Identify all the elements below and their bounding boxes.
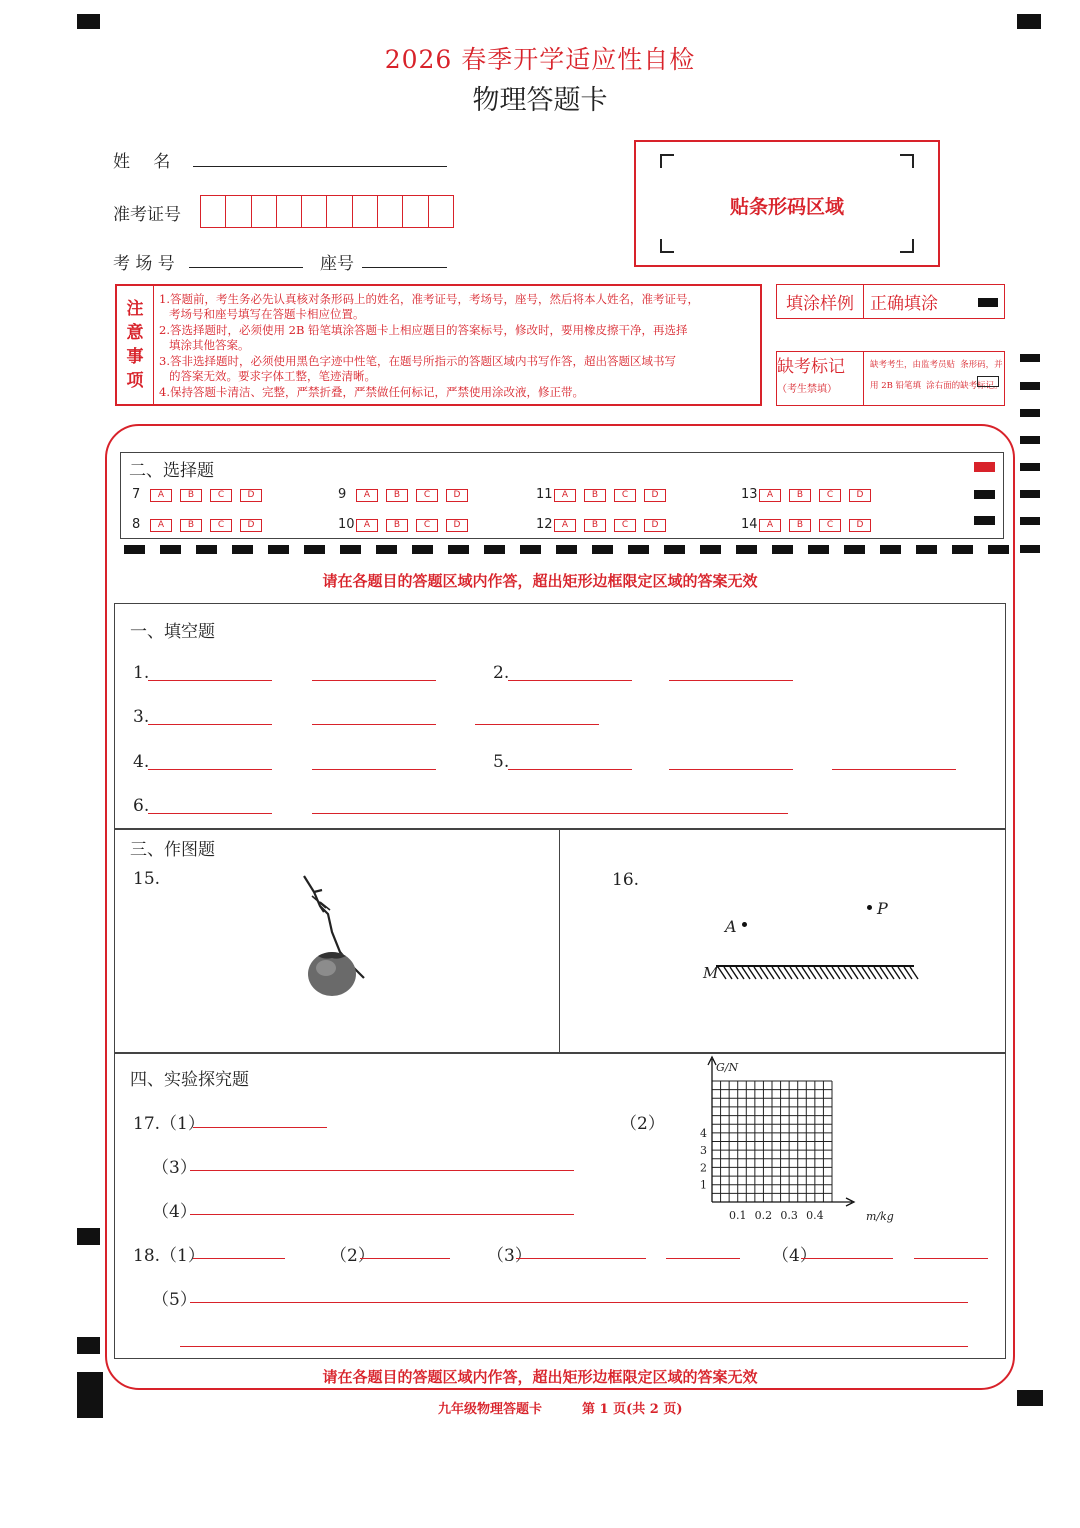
timing-mark bbox=[1017, 1390, 1043, 1406]
fill-sample-label: 填涂样例 bbox=[777, 285, 864, 318]
room-field[interactable] bbox=[189, 267, 303, 268]
dash-segment bbox=[808, 545, 829, 554]
g-m-grid-chart[interactable] bbox=[690, 1060, 894, 1230]
y-axis-label: G/N bbox=[716, 1061, 739, 1074]
y-tick-label: 3 bbox=[700, 1144, 707, 1158]
q1-label: 1. bbox=[133, 663, 150, 683]
draw-title: 三、作图题 bbox=[130, 840, 215, 860]
side-mark bbox=[1020, 382, 1040, 390]
absent-desc: 涂右面的缺考标记。 bbox=[926, 381, 1003, 391]
side-mark bbox=[1020, 463, 1040, 471]
mc-question-number: 11 bbox=[536, 487, 553, 502]
note-line: 填涂其他答案。 bbox=[169, 338, 250, 352]
q17-4-blank[interactable] bbox=[190, 1214, 574, 1215]
mc-question-number: 9 bbox=[338, 487, 347, 502]
dash-segment bbox=[988, 545, 1009, 554]
mc-option-bubble[interactable]: A bbox=[356, 489, 378, 502]
room-label: 考 场 号 bbox=[113, 254, 175, 274]
note-line: 2.答选择题时，必须使用 2B 铅笔填涂答题卡上相应题目的答案标号，修改时，要用橡皮擦干净，再选择 bbox=[159, 323, 688, 337]
x-axis-label: m/kg bbox=[866, 1210, 894, 1223]
dash-segment bbox=[556, 545, 577, 554]
mc-question-number: 14 bbox=[741, 517, 758, 532]
dash-segment bbox=[628, 545, 649, 554]
x-tick-label: 0.2 bbox=[754, 1209, 773, 1222]
seat-label: 座号 bbox=[320, 254, 354, 274]
note-line: 1.答题前，考生务必先认真核对条形码上的姓名，准考证号，考场号，座号，然后将本人姓名，准考证号， bbox=[159, 292, 699, 306]
dash-segment bbox=[304, 545, 325, 554]
footer-left: 九年级物理答题卡 bbox=[438, 1402, 543, 1417]
mc-option-bubble[interactable]: C bbox=[416, 489, 438, 502]
q18-5-blank[interactable] bbox=[190, 1302, 968, 1303]
absent-box bbox=[776, 351, 1005, 406]
q17-2-label: （2） bbox=[620, 1114, 665, 1134]
fill-section bbox=[114, 603, 1006, 829]
dash-segment bbox=[340, 545, 361, 554]
dash-segment bbox=[520, 545, 541, 554]
dash-segment bbox=[448, 545, 469, 554]
mc-option-bubble[interactable]: D bbox=[240, 519, 262, 532]
q17-1-label: 17.（1） bbox=[133, 1114, 205, 1134]
mc-mark bbox=[974, 490, 995, 499]
mc-option-bubble[interactable]: A bbox=[554, 489, 576, 502]
mirror-surface bbox=[716, 964, 914, 982]
q15-label: 15. bbox=[133, 869, 161, 889]
side-mark bbox=[1020, 545, 1040, 553]
mc-option-bubble[interactable]: D bbox=[849, 489, 871, 502]
mirror-label: M bbox=[703, 964, 719, 982]
q6-blank[interactable] bbox=[312, 813, 788, 814]
mc-mark-red bbox=[974, 462, 995, 472]
mc-option-bubble[interactable]: A bbox=[356, 519, 378, 532]
q3-blank[interactable] bbox=[312, 724, 436, 725]
dash-segment bbox=[592, 545, 613, 554]
x-tick-label: 0.3 bbox=[780, 1209, 798, 1222]
name-label: 姓 名 bbox=[113, 152, 171, 172]
q6-label: 6. bbox=[133, 796, 150, 816]
q18-1-label: 18.（1） bbox=[133, 1246, 205, 1266]
dash-segment bbox=[124, 545, 145, 554]
q5-blank[interactable] bbox=[832, 769, 956, 770]
absent-sub: （考生禁填） bbox=[777, 384, 837, 395]
absent-label: 缺考标记 bbox=[777, 357, 845, 377]
mc-question-number: 8 bbox=[132, 517, 141, 532]
barcode-label: 贴条形码区域 bbox=[729, 196, 844, 218]
mc-option-bubble[interactable]: D bbox=[644, 519, 666, 532]
side-mark bbox=[1020, 436, 1040, 444]
mc-question-number: 13 bbox=[741, 487, 758, 502]
exam-id-boxes[interactable] bbox=[200, 195, 454, 228]
notes-box bbox=[115, 284, 762, 406]
q17-3-label: （3） bbox=[152, 1158, 197, 1178]
q18-5-blank[interactable] bbox=[180, 1346, 968, 1347]
y-tick-label: 2 bbox=[700, 1161, 707, 1175]
q18-1-blank[interactable] bbox=[193, 1258, 285, 1259]
timing-mark bbox=[1017, 14, 1041, 29]
q5-blank[interactable] bbox=[508, 769, 632, 770]
exam-title: 2026 春季开学适应性自检 bbox=[384, 45, 696, 74]
draw-section bbox=[114, 829, 1006, 1053]
dash-segment bbox=[160, 545, 181, 554]
mc-option-bubble[interactable]: B bbox=[584, 489, 606, 502]
x-tick-label: 0.4 bbox=[806, 1209, 824, 1222]
persimmon-figure bbox=[290, 872, 390, 1002]
mc-option-bubble[interactable]: D bbox=[446, 519, 468, 532]
side-mark bbox=[1020, 409, 1040, 417]
q3-label: 3. bbox=[133, 707, 150, 727]
seat-field[interactable] bbox=[362, 267, 447, 268]
mc-option-bubble[interactable]: B bbox=[386, 519, 408, 532]
mc-option-bubble[interactable]: B bbox=[584, 519, 606, 532]
dash-segment bbox=[844, 545, 865, 554]
dash-segment bbox=[376, 545, 397, 554]
q3-blank[interactable] bbox=[148, 724, 272, 725]
mc-option-bubble[interactable]: C bbox=[614, 489, 636, 502]
dash-segment bbox=[232, 545, 253, 554]
q1-blank[interactable] bbox=[148, 680, 272, 681]
mc-option-bubble[interactable]: B bbox=[180, 519, 202, 532]
dash-segment bbox=[736, 545, 757, 554]
dash-segment bbox=[412, 545, 433, 554]
mc-option-bubble[interactable]: B bbox=[789, 519, 811, 532]
q18-2-blank[interactable] bbox=[360, 1258, 450, 1259]
note-line: 考场号和座号填写在答题卡相应位置。 bbox=[169, 307, 365, 321]
side-mark bbox=[1020, 517, 1040, 525]
q17-4-label: （4） bbox=[152, 1202, 197, 1222]
q18-4-label: （4） bbox=[772, 1246, 817, 1266]
q4-blank[interactable] bbox=[312, 769, 436, 770]
q4-label: 4. bbox=[133, 752, 150, 772]
y-tick-label: 4 bbox=[700, 1126, 707, 1140]
mc-option-bubble[interactable]: A bbox=[150, 489, 172, 502]
y-tick-label: 1 bbox=[700, 1178, 707, 1192]
mc-option-bubble[interactable]: B bbox=[789, 489, 811, 502]
mc-option-bubble[interactable]: B bbox=[180, 489, 202, 502]
point-a-dot bbox=[742, 922, 747, 927]
id-label: 准考证号 bbox=[113, 205, 181, 225]
mc-option-bubble[interactable]: D bbox=[849, 519, 871, 532]
mc-option-bubble[interactable]: C bbox=[819, 519, 841, 532]
barcode-area bbox=[634, 140, 940, 267]
dash-segment bbox=[952, 545, 973, 554]
x-tick-label: 0.1 bbox=[728, 1209, 747, 1222]
side-mark bbox=[1020, 354, 1040, 362]
point-a-label: A bbox=[725, 917, 737, 936]
mc-question-number: 10 bbox=[338, 517, 355, 532]
mc-option-bubble[interactable]: D bbox=[240, 489, 262, 502]
side-mark bbox=[1020, 490, 1040, 498]
dash-segment bbox=[880, 545, 901, 554]
q1-blank[interactable] bbox=[312, 680, 436, 681]
point-p-label: P bbox=[877, 899, 888, 918]
q2-blank[interactable] bbox=[669, 680, 793, 681]
card-title: 物理答题卡 bbox=[472, 85, 608, 116]
mc-option-bubble[interactable]: D bbox=[446, 489, 468, 502]
q18-3-label: （3） bbox=[487, 1246, 532, 1266]
note-line: 3.答非选择题时，必须使用黑色字迹中性笔，在题号所指示的答题区域内书写作答，超出答题区域书写 bbox=[159, 354, 676, 368]
q18-4-blank[interactable] bbox=[801, 1258, 893, 1259]
absent-desc: 条形码，并用 2B 铅笔填 bbox=[870, 360, 1003, 391]
absent-checkbox[interactable] bbox=[977, 376, 999, 387]
q2-blank[interactable] bbox=[508, 680, 632, 681]
footer-right: 第 1 页(共 2 页) bbox=[582, 1402, 683, 1417]
mc-option-bubble[interactable]: C bbox=[210, 489, 232, 502]
q6-blank[interactable] bbox=[148, 813, 272, 814]
q5-blank[interactable] bbox=[669, 769, 793, 770]
q18-2-label: （2） bbox=[330, 1246, 375, 1266]
notes-heading: 注 意 事 项 bbox=[117, 286, 154, 404]
q4-blank[interactable] bbox=[148, 769, 272, 770]
fill-title: 一、填空题 bbox=[130, 622, 215, 642]
point-p-dot bbox=[867, 905, 872, 910]
exp-title: 四、实验探究题 bbox=[130, 1070, 249, 1090]
note-line: 的答案无效。要求字体工整，笔迹清晰。 bbox=[169, 369, 376, 383]
dash-segment bbox=[268, 545, 289, 554]
filled-mark-icon bbox=[978, 298, 998, 307]
mc-title: 二、选择题 bbox=[129, 461, 214, 481]
q18-3-blank[interactable] bbox=[666, 1258, 740, 1259]
q2-label: 2. bbox=[493, 663, 510, 683]
mc-option-bubble[interactable]: A bbox=[150, 519, 172, 532]
q17-3-blank[interactable] bbox=[190, 1170, 574, 1171]
mc-option-bubble[interactable]: A bbox=[554, 519, 576, 532]
q5-label: 5. bbox=[493, 752, 510, 772]
warning-top: 请在各题目的答题区域内作答，超出矩形边框限定区域的答案无效 bbox=[322, 572, 758, 590]
q3-blank[interactable] bbox=[475, 724, 599, 725]
fill-sample-correct: 正确填涂 bbox=[870, 294, 938, 314]
mc-option-bubble[interactable]: C bbox=[614, 519, 636, 532]
dash-segment bbox=[700, 545, 721, 554]
dash-segment bbox=[916, 545, 937, 554]
dash-segment bbox=[484, 545, 505, 554]
dash-segment bbox=[772, 545, 793, 554]
note-line: 4.保持答题卡清洁、完整，严禁折叠，严禁做任何标记，严禁使用涂改液，修正带。 bbox=[159, 385, 584, 399]
mc-option-bubble[interactable]: D bbox=[644, 489, 666, 502]
name-field[interactable] bbox=[193, 166, 447, 167]
dash-segment bbox=[664, 545, 685, 554]
mc-option-bubble[interactable]: A bbox=[759, 489, 781, 502]
draw-divider bbox=[559, 829, 560, 1053]
mc-option-bubble[interactable]: B bbox=[386, 489, 408, 502]
mc-option-bubble[interactable]: A bbox=[759, 519, 781, 532]
mc-option-bubble[interactable]: C bbox=[416, 519, 438, 532]
mc-option-bubble[interactable]: C bbox=[819, 489, 841, 502]
q18-3-blank[interactable] bbox=[516, 1258, 646, 1259]
timing-mark bbox=[77, 1337, 100, 1354]
q17-1-blank[interactable] bbox=[193, 1127, 327, 1128]
mc-mark bbox=[974, 516, 995, 525]
timing-mark bbox=[77, 1228, 100, 1245]
timing-mark bbox=[77, 14, 100, 29]
mc-question-number: 7 bbox=[132, 487, 141, 502]
warning-bottom: 请在各题目的答题区域内作答，超出矩形边框限定区域的答案无效 bbox=[322, 1368, 758, 1386]
mc-option-bubble[interactable]: C bbox=[210, 519, 232, 532]
fill-sample bbox=[776, 284, 1005, 319]
q18-4-blank[interactable] bbox=[914, 1258, 988, 1259]
dash-segment bbox=[196, 545, 217, 554]
mc-question-number: 12 bbox=[536, 517, 553, 532]
q18-5-label: （5） bbox=[152, 1290, 197, 1310]
q16-label: 16. bbox=[612, 870, 640, 890]
absent-desc: 缺考考生，由监考员贴 bbox=[870, 360, 956, 370]
